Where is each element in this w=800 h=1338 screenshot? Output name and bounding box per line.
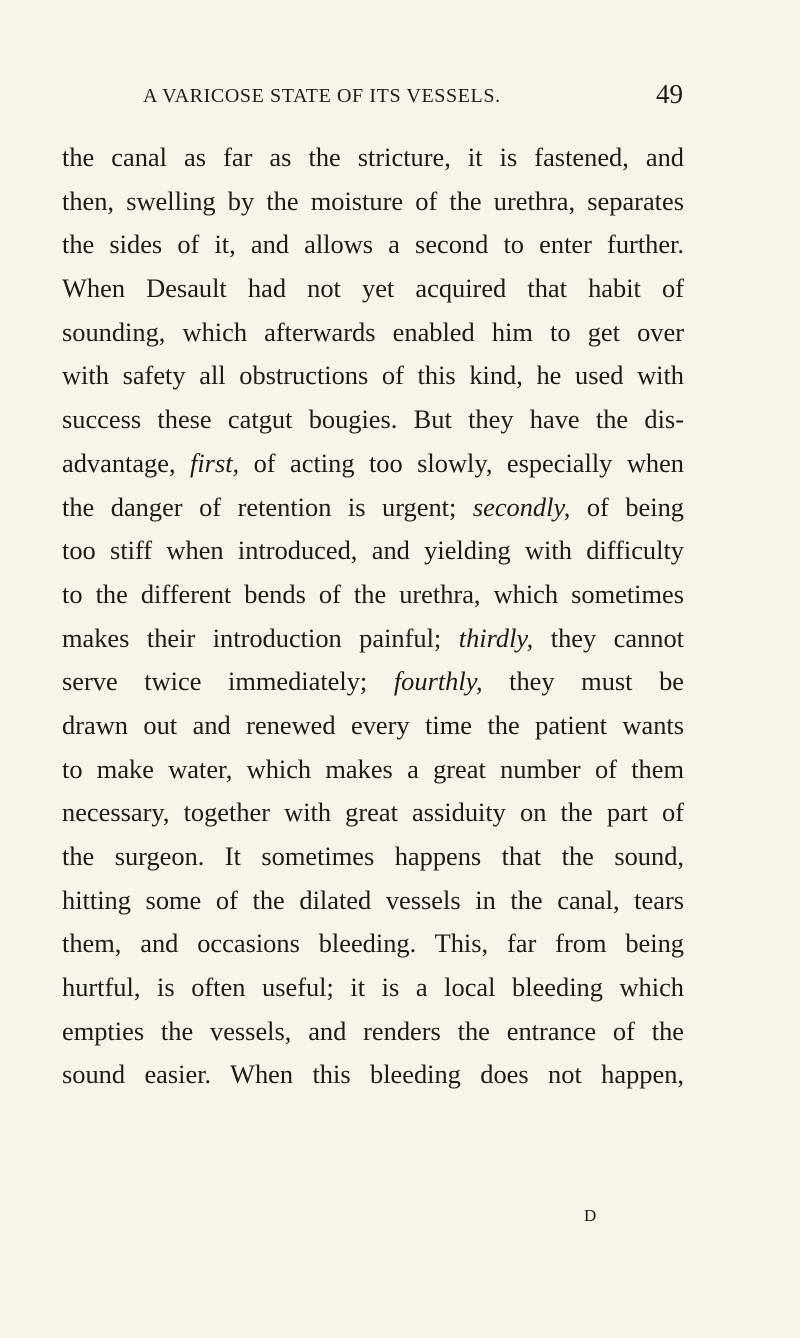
text-line: [62, 879, 684, 923]
text-line: [62, 1053, 684, 1097]
italic-text: secondly,: [472, 491, 571, 522]
text-fragment: to make water, which makes a great number of them: [62, 753, 684, 784]
running-head: [143, 81, 683, 115]
text-fragment: hitting some of the dilated vessels in the canal, tears: [62, 884, 684, 915]
text-line: [62, 442, 684, 486]
text-fragment: them, and occasions bleeding. This, far from being: [62, 928, 684, 959]
text-fragment: the surgeon. It sometimes happens that the sound,: [62, 841, 684, 871]
text-fragment: success these catgut bougies. But they have the dis-: [62, 404, 684, 435]
text-fragment: to the different bends of the urethra, which sometimes: [62, 578, 684, 609]
text-fragment: sound easier. When this bleeding does not happen,: [62, 1059, 684, 1090]
text-fragment: they must be: [482, 666, 684, 697]
text-fragment: necessary, together with great assiduity on the part of: [62, 797, 684, 828]
italic-text: first,: [190, 447, 240, 478]
text-fragment: too stiff when introduced, and yielding with difficulty: [62, 535, 684, 566]
text-fragment: the danger of retention is urgent;: [62, 491, 473, 522]
text-line: [62, 573, 684, 617]
text-line: [62, 267, 684, 311]
text-fragment: the sides of it, and allows a second to enter further.: [62, 229, 684, 260]
text-fragment: empties the vessels, and renders the entrance of the: [62, 1015, 684, 1046]
text-line: [62, 835, 684, 879]
text-fragment: sounding, which afterwards enabled him to get over: [62, 316, 684, 347]
text-line: [62, 660, 684, 704]
text-line: [62, 791, 684, 835]
text-line: [62, 486, 684, 530]
text-line: [62, 966, 684, 1010]
running-title: A VARICOSE STATE OF ITS VESSELS.: [143, 85, 501, 107]
text-line: [62, 398, 684, 442]
text-fragment: When Desault had not yet acquired that habit of: [62, 273, 684, 304]
text-fragment: makes their introduction painful;: [62, 622, 459, 653]
italic-text: thirdly,: [458, 622, 534, 653]
text-line: [62, 922, 684, 966]
italic-text: fourthly,: [393, 666, 483, 697]
text-fragment: they cannot: [533, 622, 684, 653]
text-fragment: then, swelling by the moisture of the urethra, separates: [62, 185, 684, 216]
text-fragment: serve twice immediately;: [62, 666, 394, 697]
text-line: [62, 354, 684, 398]
text-line: [62, 136, 684, 180]
text-fragment: with safety all obstructions of this kind, he used with: [62, 360, 684, 391]
text-fragment: the canal as far as the stricture, it is fastened, and: [62, 142, 684, 172]
body-text: [62, 136, 684, 1097]
text-line: [62, 223, 684, 267]
text-line: [62, 748, 684, 792]
text-fragment: hurtful, is often useful; it is a local bleeding which: [62, 972, 684, 1003]
text-line: [62, 704, 684, 748]
text-fragment: of being: [570, 491, 684, 522]
signature-mark: D: [584, 1206, 597, 1225]
text-line: [62, 1010, 684, 1054]
text-fragment: advantage,: [62, 447, 191, 478]
text-line: [62, 617, 684, 661]
text-fragment: of acting too slowly, especially when: [239, 447, 684, 478]
page-number: 49: [656, 79, 683, 109]
text-line: [62, 180, 684, 224]
text-fragment: drawn out and renewed every time the patient wants: [62, 709, 684, 740]
text-line: [62, 311, 684, 355]
text-line: [62, 529, 684, 573]
